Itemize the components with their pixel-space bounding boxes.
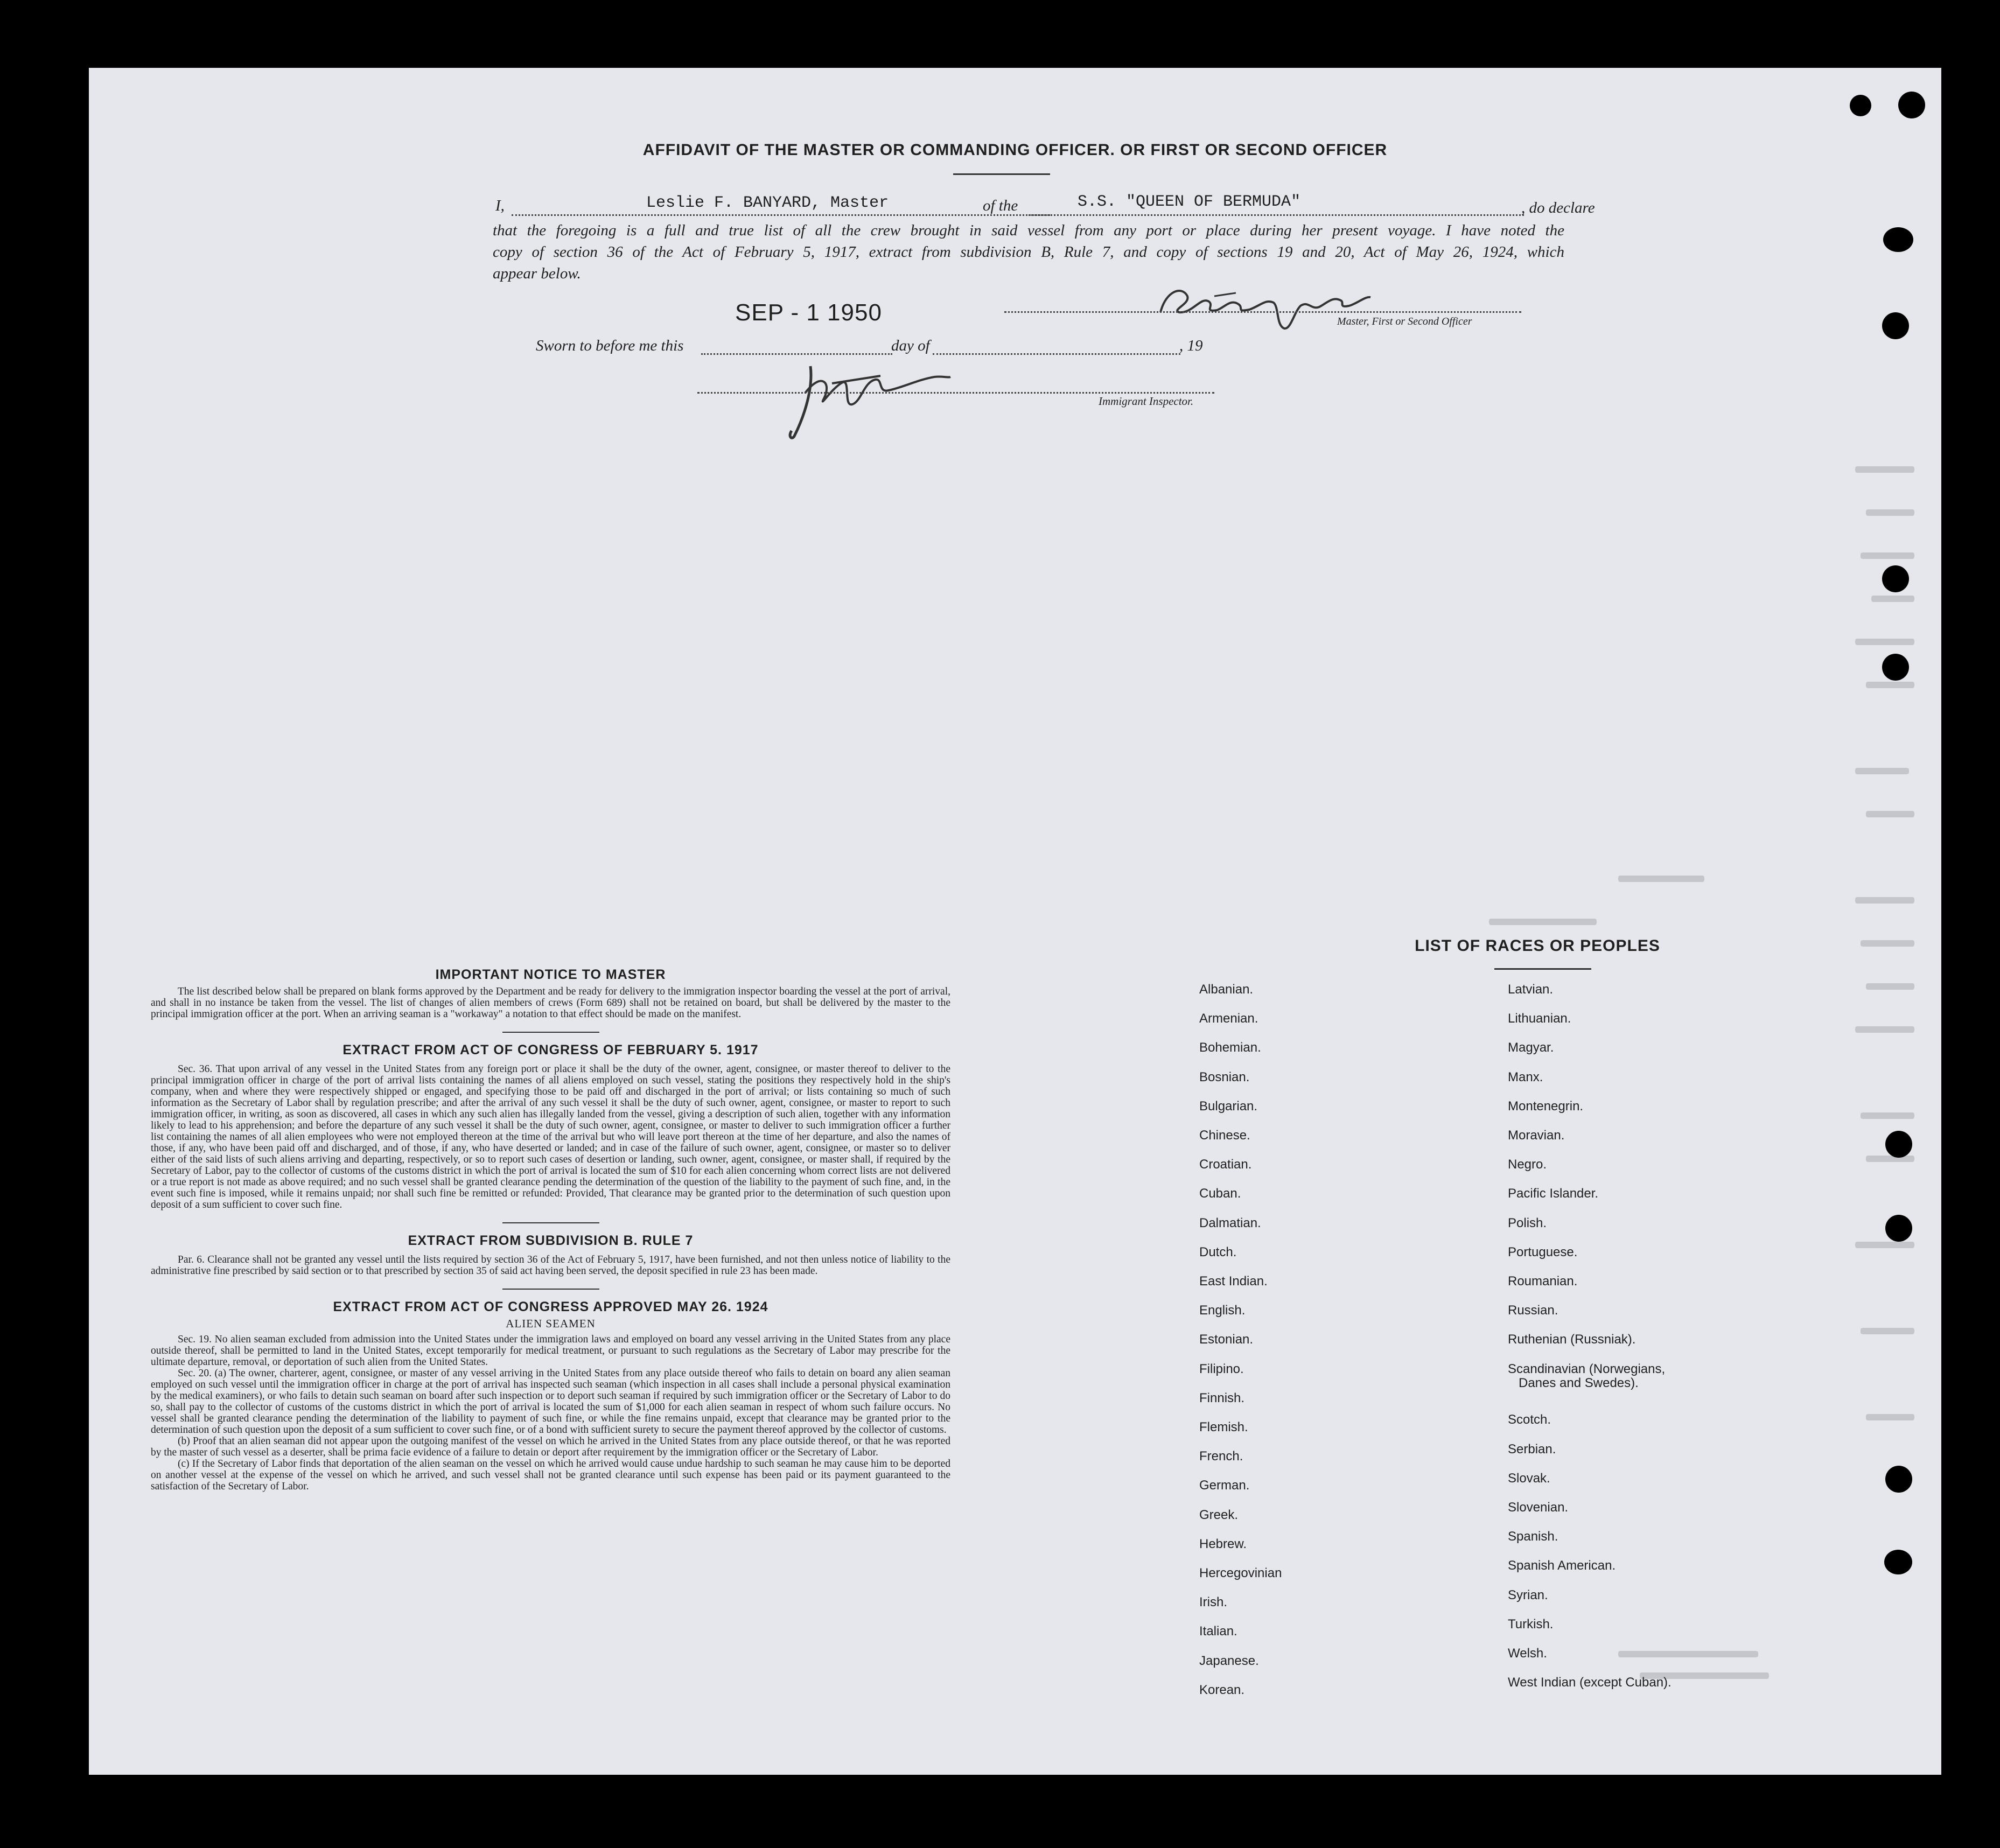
- race-item: Magyar.: [1508, 1040, 1554, 1055]
- race-item: Serbian.: [1508, 1441, 1556, 1457]
- sec20b-text: (b) Proof that an alien seaman did not appear upon the outgoing manifest of the vessel on which he arrived in the United States from any place outside thereof, or that he was reported by the master of such vessel as a deserter, shall be prima facie evidence of a failure to detain or deport after requirement by the immigration officer or the Secretary of Labor.: [151, 1436, 950, 1458]
- race-item: Bulgarian.: [1199, 1098, 1258, 1114]
- month-line: [933, 353, 1180, 355]
- race-item: Korean.: [1199, 1682, 1245, 1697]
- race-item: Cuban.: [1199, 1186, 1241, 1201]
- race-item: Lithuanian.: [1508, 1011, 1571, 1026]
- race-item: English.: [1199, 1303, 1246, 1318]
- sworn-label: Sworn to before me this: [536, 337, 684, 354]
- do-declare-label: , do declare: [1521, 199, 1595, 216]
- affidavit-body-line-2: copy of section 36 of the Act of February 5, 1917, extract from subdivision B, Rule 7, and copy of sections 19 and 20, Act of May 26, 1924, which: [493, 243, 1564, 261]
- race-item: Slovak.: [1508, 1471, 1550, 1486]
- race-item: Hercegovinian: [1199, 1566, 1282, 1580]
- race-item: Italian.: [1199, 1624, 1237, 1639]
- race-item: Greek.: [1199, 1507, 1239, 1522]
- race-item: West Indian (except Cuban).: [1508, 1675, 1672, 1690]
- race-item: Hebrew.: [1199, 1536, 1247, 1551]
- race-item: Russian.: [1508, 1303, 1558, 1318]
- races-title: LIST OF RACES OR PEOPLES: [1415, 937, 1660, 955]
- extract-1924-subtitle: ALIEN SEAMEN: [506, 1317, 596, 1330]
- affidavit-title: AFFIDAVIT OF THE MASTER OR COMMANDING OFFICER. OR FIRST OR SECOND OFFICER: [642, 141, 1388, 159]
- race-item: Albanian.: [1199, 982, 1254, 997]
- sec20a-text: Sec. 20. (a) The owner, charterer, agent, consignee, or master of any vessel arriving in the United States from any place outside thereof who fails to detain on board any alien seaman employed on such vessel until the immigration officer in charge at the port of arrival has inspected such seaman (which inspection in all cases shall include a personal physical examination by the medical examiners), or who fails to detain such seaman on board after such inspection or to deport such seaman if required by such immigration officer or the Secretary of Labor to do so, shall pay to the collector of customs of the customs district in which the port of arrival is located the sum of $1,000 for each alien seaman in respect of whom such failure occurs. No vessel shall be granted clearance pending the determination of the liability to payment of such fine, or while the fine remains unpaid, except that clearance may be granted prior to the determination of such question upon the deposit of a sum sufficient to cover such fine, or of a bond with sufficient surety to secure the payment thereof approved by the collector of customs.: [151, 1368, 950, 1436]
- race-item: Welsh.: [1508, 1646, 1547, 1661]
- signature-caption: Master, First or Second Officer: [1337, 316, 1472, 327]
- race-item: Flemish.: [1199, 1420, 1248, 1434]
- race-item: Bohemian.: [1199, 1040, 1261, 1055]
- inspector-caption: Immigrant Inspector.: [1099, 395, 1194, 408]
- race-item: Chinese.: [1199, 1128, 1250, 1143]
- signature-line: [1004, 311, 1521, 313]
- race-item: Spanish American.: [1508, 1558, 1616, 1573]
- race-item: German.: [1199, 1478, 1250, 1493]
- legal-text-column: [151, 967, 950, 1492]
- race-item: Irish.: [1199, 1595, 1228, 1610]
- race-item: Dalmatian.: [1199, 1215, 1261, 1230]
- race-item: Roumanian.: [1508, 1274, 1578, 1289]
- race-item: Montenegrin.: [1508, 1098, 1584, 1114]
- divider: [502, 1032, 599, 1033]
- sec20c-text: (c) If the Secretary of Labor finds that deportation of the alien seaman on the vessel on which he arrived would cause undue hardship to such seaman he may cause him to be deported on another vessel at the expense of the vessel on which he arrived, and such vessel shall not be granted clearance until such expense has been paid or its payment guaranteed to the satisfaction of the Secretary of Labor.: [151, 1458, 950, 1492]
- extract-1917-text: Sec. 36. That upon arrival of any vessel in the United States from any foreign port or place it shall be the duty of the owner, agent, consignee, or master thereof to deliver to the principal immigration officer in charge of the port of arrival lists containing the names of all aliens employed on such vessel, stating the positions they respectively hold in the ship's company, when and where they were respectively shipped or engaged, and specifying those to be paid off and discharged in the port of arrival; or lists containing so much of such information as the Secretary of Labor shall by regulation prescribe; and after the arrival of any such vessel it shall be the duty of such owner, agent, consignee, or master to report to such immigration officer, in writing, as soon as discovered, all cases in which any such alien has illegally landed from the vessel, giving a description of such alien, together with any information likely to lead to his apprehension; and before the departure of any such vessel it shall be the duty of such owner, agent, consignee, or master to deliver to such immigration officer a further list containing the names of all alien employees who were not employed thereon at the time of the arrival but who will leave port thereon at the time of her departure, and also the names of those, if any, who have been paid off and discharged, and of those, if any, who have deserted or landed; and in case of the failure of such owner, agent, consignee, or master so to deliver either of the said lists of such aliens arriving and departing, respectively, or so to report such cases of desertion or landing, such owner, agent, consignee, or master shall, if required by the Secretary of Labor, pay to the collector of customs of the customs district in which the port of arrival is located the sum of $10 for each alien concerning whom correct lists are not delivered or a true report is not made as above required; and no such vessel shall be granted clearance pending the determination of the question of the liability to the payment of such fine, and, in the event such fine is imposed, while it remains unpaid; nor shall such fine be remitted or refunded: Provided, That clearance may be granted prior to the determination of such question upon deposit of a sum sufficient to cover such fine.: [151, 1063, 950, 1210]
- date-stamp: SEP - 1 1950: [735, 299, 882, 326]
- race-item: Portuguese.: [1508, 1244, 1578, 1259]
- race-item: Slovenian.: [1508, 1500, 1569, 1515]
- manifest-page: [89, 68, 1941, 1775]
- race-item: Negro.: [1508, 1157, 1547, 1172]
- race-item: Scotch.: [1508, 1412, 1551, 1427]
- race-item: Manx.: [1508, 1069, 1543, 1084]
- of-the-label: of the: [983, 197, 1018, 214]
- race-item: Polish.: [1508, 1215, 1547, 1230]
- race-item: Latvian.: [1508, 982, 1554, 997]
- race-item: Estonian.: [1199, 1332, 1254, 1347]
- inspector-signature: [773, 350, 956, 442]
- extract-rule7-title: EXTRACT FROM SUBDIVISION B. RULE 7: [408, 1233, 694, 1248]
- race-item: Spanish.: [1508, 1529, 1558, 1544]
- title-divider: [953, 173, 1050, 175]
- master-name-line: [512, 214, 1050, 216]
- races-divider: [1494, 968, 1591, 970]
- race-item: Scandinavian (Norwegians,: [1508, 1361, 1666, 1376]
- race-item: East Indian.: [1199, 1274, 1268, 1289]
- notice-title: IMPORTANT NOTICE TO MASTER: [435, 967, 666, 982]
- vessel-name-field[interactable]: S.S. "QUEEN OF BERMUDA": [1078, 193, 1301, 211]
- race-item: Finnish.: [1199, 1390, 1245, 1405]
- race-item: Ruthenian (Russniak).: [1508, 1332, 1636, 1347]
- affidavit-body-line-3: appear below.: [493, 265, 581, 282]
- race-item: Armenian.: [1199, 1011, 1258, 1026]
- affidavit-body-line-1: that the foregoing is a full and true list of all the crew brought in said vessel from any port or place during her present voyage. I have noted the: [493, 222, 1564, 239]
- affidavit-i-label: I,: [495, 197, 505, 214]
- notice-text: The list described below shall be prepared on blank forms approved by the Department and be ready for delivery to the immigration inspector boarding the vessel at the port of arrival, and shall in no instance be taken from the vessel. The list of changes of alien members of crews (Form 689) shall not be retained on board, but shall be delivered by the master to the principal immigration officer at the port. When an arriving seaman is a "workaway" a notation to that effect should be made on the manifest.: [151, 986, 950, 1020]
- race-item: Japanese.: [1199, 1653, 1259, 1668]
- divider: [502, 1222, 599, 1223]
- race-item: Filipino.: [1199, 1361, 1244, 1376]
- extract-rule7-text: Par. 6. Clearance shall not be granted any vessel until the lists required by section 36 of the Act of February 5, 1917, have been furnished, and not then unless notice of liability to the administrative fine prescribed by said section or to that prescribed by section 35 of said act having been served, the deposit specified in rule 23 has been made.: [151, 1254, 950, 1277]
- sec19-text: Sec. 19. No alien seaman excluded from admission into the United States under the immigration laws and employed on board any vessel arriving in the United States from any place outside thereof, shall be permitted to land in the United States, except temporarily for medical treatment, or pursuant to such regulations as the Secretary of Labor may prescribe for the ultimate departure, removal, or deportation of such alien from the United States.: [151, 1334, 950, 1368]
- extract-1924-title: EXTRACT FROM ACT OF CONGRESS APPROVED MAY 26. 1924: [333, 1299, 768, 1314]
- race-item: Turkish.: [1508, 1616, 1554, 1632]
- race-item: Croatian.: [1199, 1157, 1252, 1172]
- race-item: Syrian.: [1508, 1587, 1548, 1602]
- race-item: French.: [1199, 1449, 1243, 1464]
- race-item: Bosnian.: [1199, 1069, 1250, 1084]
- day-of-label: day of: [891, 337, 930, 354]
- race-item: Moravian.: [1508, 1128, 1565, 1143]
- master-name-field[interactable]: Leslie F. BANYARD, Master: [646, 194, 889, 212]
- year-label: , 19: [1179, 337, 1203, 354]
- race-item: Pacific Islander.: [1508, 1186, 1599, 1201]
- divider: [502, 1289, 599, 1290]
- inspector-line: [697, 392, 1214, 394]
- race-item: Dutch.: [1199, 1244, 1237, 1259]
- vessel-name-line: [1029, 214, 1524, 216]
- race-item-continuation: Danes and Swedes).: [1519, 1375, 1639, 1390]
- extract-1917-title: EXTRACT FROM ACT OF CONGRESS OF FEBRUARY 5. 1917: [342, 1042, 759, 1058]
